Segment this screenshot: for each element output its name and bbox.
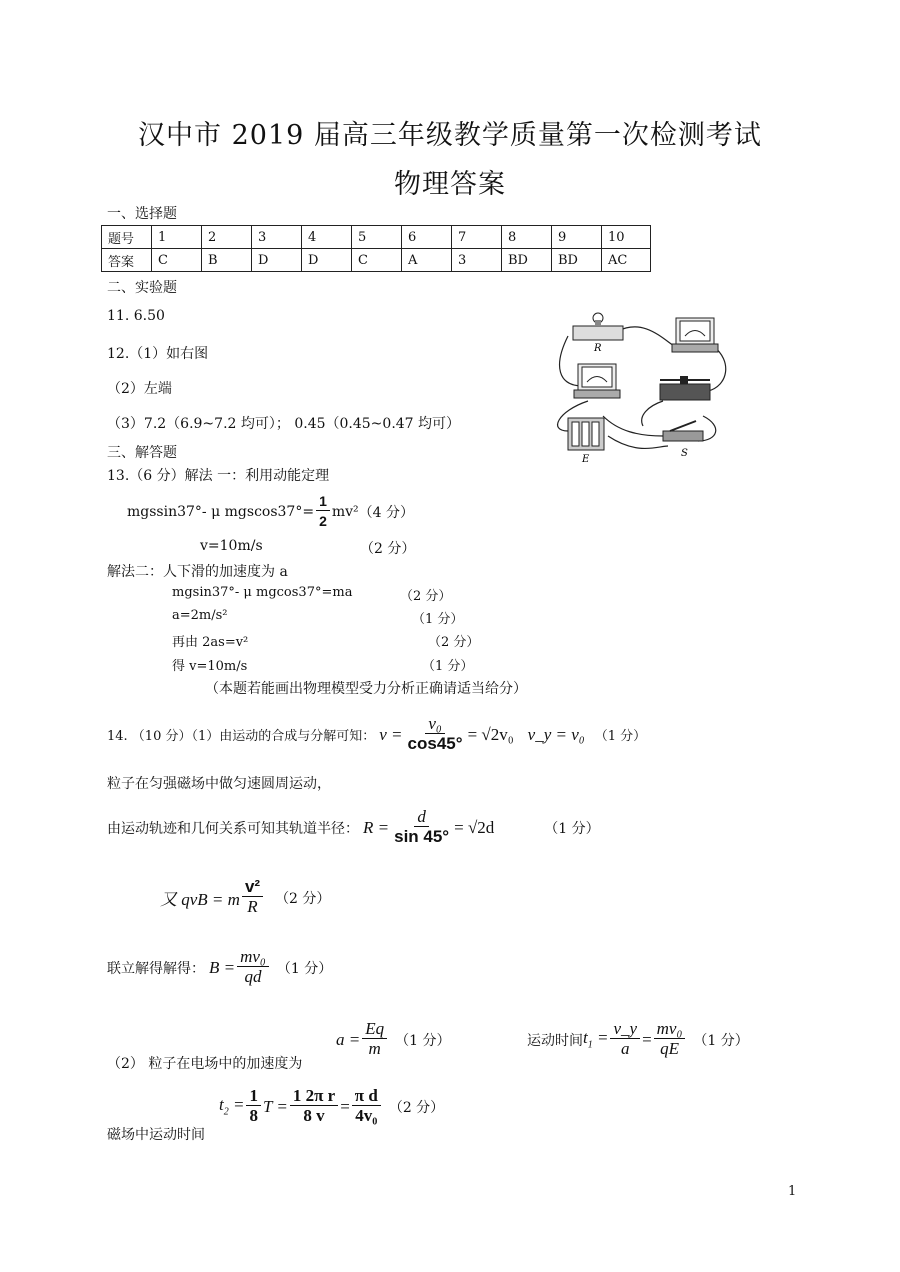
score: （1 分） <box>412 612 464 627</box>
table-row <box>102 226 651 249</box>
table-row <box>102 249 651 272</box>
q14-accel: a = $\frac{Eq}{m}$ （1 分） <box>336 1019 451 1058</box>
q12-part1: 12.（1）如右图 <box>107 346 209 362</box>
q14-part2-label: （2） 粒子在电场中的加速度为 <box>107 1056 303 1072</box>
table-cell: D <box>252 249 302 272</box>
q13-heading: 13.（6 分）解法 一：利用动能定理 <box>107 468 330 484</box>
wire <box>642 401 663 426</box>
q13-result: v=10m/s <box>200 538 263 554</box>
fraction-num: v_y <box>610 1020 640 1039</box>
fraction-num: v₀ <box>425 715 444 734</box>
q12-part2: （2）左端 <box>107 381 172 397</box>
page-subtitle: 物理答案 <box>394 169 506 200</box>
section-heading-experiment: 二、实验题 <box>107 280 177 296</box>
eq-text: mgssin37°- μ mgscos37°= <box>127 503 315 520</box>
fraction-den: sin 45° <box>394 827 450 846</box>
score: （1 分） <box>693 1032 749 1049</box>
table-cell: C <box>152 249 202 272</box>
meter-icon <box>672 318 718 352</box>
fraction-num: Eq <box>362 1020 387 1039</box>
fraction <box>242 878 263 917</box>
table-cell: 1 <box>152 226 202 249</box>
score: （4 分） <box>358 504 415 521</box>
score: （1 分） <box>276 960 333 977</box>
q13-line: mgsin37°- μ mgcos37°=ma <box>172 585 353 600</box>
table-cell: 4 <box>302 226 352 249</box>
score: （1 分） <box>544 820 600 837</box>
section-heading-solutions: 三、解答题 <box>107 445 177 461</box>
switch-component <box>663 421 703 441</box>
table-cell: C <box>352 249 402 272</box>
table-cell: A <box>402 249 452 272</box>
table-cell: 3 <box>252 226 302 249</box>
score: （2 分） <box>400 589 452 604</box>
table-cell: 10 <box>602 226 651 249</box>
math-expr: = √2d <box>454 817 495 837</box>
q14-time2: $t_2$ = $\frac{1}{8}$ T = $\frac{\text{1 2π r}}{8 v}$ = $\frac{\text{π d}}{\text{4v₀}}$ （2 分） <box>219 1086 445 1125</box>
q14-time2-label: 磁场中运动时间 <box>107 1127 205 1143</box>
math-expr: v_y = v₀ <box>527 724 585 744</box>
resistor-component <box>573 313 623 340</box>
battery-component <box>568 418 604 450</box>
q14-text: 联立解得解得： <box>107 960 205 977</box>
q14-force-line <box>160 878 330 917</box>
circuit-figure <box>548 306 730 466</box>
fraction-num: mv₀ <box>237 948 269 967</box>
wire <box>708 346 726 391</box>
fraction-num: 1 <box>316 492 330 511</box>
q14-line: 粒子在匀强磁场中做匀速圆周运动， <box>107 776 331 792</box>
q13-equation-1 <box>127 492 414 531</box>
score: （2 分） <box>388 1099 445 1116</box>
fraction <box>362 1020 387 1059</box>
q13-line: 得 v=10m/s <box>172 659 248 674</box>
fraction-den: qd <box>244 967 262 986</box>
score: （1 分） <box>395 1032 451 1049</box>
score: （1 分） <box>422 659 474 674</box>
q11-answer: 11. 6.50 <box>107 308 165 324</box>
label-r: R <box>594 343 602 354</box>
table-cell: BD <box>502 249 552 272</box>
table-cell: 9 <box>552 226 602 249</box>
fraction-den: cos45° <box>407 734 463 753</box>
fraction-den: 2 <box>319 513 327 529</box>
q14-heading: 14. （10 分）（1）由运动的合成与分解可知： <box>107 729 376 744</box>
score: （2 分） <box>275 890 331 907</box>
table-cell: 5 <box>352 226 402 249</box>
q14-radius-line: 由运动轨迹和几何关系可知其轨道半径： R = $\frac{d}{\sin 45^\circ}$ = √2d （1 分） <box>107 807 600 846</box>
math-expr: 又 qvB = m <box>160 890 240 909</box>
table-cell: 题号 <box>102 226 152 249</box>
fraction-num: π d <box>352 1087 381 1106</box>
score: （1 分） <box>594 729 647 744</box>
table-cell: 8 <box>502 226 552 249</box>
wire <box>603 416 663 436</box>
table-cell: 6 <box>402 226 452 249</box>
table-cell: D <box>302 249 352 272</box>
fraction-den: 8 v <box>303 1106 325 1125</box>
fraction <box>316 492 330 531</box>
q14-part1-line: 14. （10 分）（1）由运动的合成与分解可知： v = $\frac{\text{v₀}}{\cos 45^\circ}$ = √2v₀ v_y = v₀ （1 分） <box>107 714 647 753</box>
fraction <box>391 808 452 847</box>
fraction-den: qE <box>660 1039 679 1058</box>
rheostat-component <box>660 376 710 400</box>
table-cell: 答案 <box>102 249 152 272</box>
q13-line: 再由 2as=v² <box>172 635 249 650</box>
fraction-num: d <box>414 808 429 827</box>
label-e: E <box>582 454 590 465</box>
wire <box>608 436 668 449</box>
q13-method2-heading: 解法二：人下滑的加速度为 a <box>107 564 288 580</box>
q14-text: 运动时间 <box>527 1032 583 1049</box>
table-cell: 2 <box>202 226 252 249</box>
fraction-den: 4v₀ <box>355 1106 378 1125</box>
fraction-den: R <box>247 897 258 916</box>
q14-b-line: 联立解得解得： B = $\frac{\text{mv₀}}{qd}$ （1 分） <box>107 947 333 986</box>
table-cell: 7 <box>452 226 502 249</box>
table-cell: B <box>202 249 252 272</box>
q12-part3: （3）7.2（6.9~7.2 均可）； 0.45（0.45~0.47 均可） <box>107 416 461 432</box>
page-title: 汉中市 2019 届高三年级教学质量第一次检测考试 <box>138 120 762 151</box>
q14-time1: 运动时间 $t_1$ = $\frac{v\_y}{a}$ = $\frac{\text{mv₀}}{qE}$ （1 分） <box>527 1019 749 1058</box>
fraction <box>290 1087 338 1126</box>
score: （2 分） <box>428 635 480 650</box>
eq-text: mv² <box>331 503 359 520</box>
score: （2 分） <box>360 541 416 557</box>
fraction <box>237 948 269 987</box>
fraction <box>654 1020 686 1059</box>
table-cell: 3 <box>452 249 502 272</box>
table-cell: AC <box>602 249 651 272</box>
section-heading-choice: 一、选择题 <box>107 206 177 222</box>
fraction <box>352 1087 381 1126</box>
fraction-den: a <box>621 1039 630 1058</box>
fraction-den: m <box>368 1039 381 1058</box>
label-s: S <box>681 448 688 459</box>
fraction-num: 1 <box>246 1087 261 1106</box>
q14-text: 由运动轨迹和几何关系可知其轨道半径： <box>107 820 359 837</box>
fraction <box>246 1087 261 1126</box>
q13-note: （本题若能画出物理模型受力分析正确请适当给分） <box>205 681 527 697</box>
q13-line: a=2m/s² <box>172 608 228 623</box>
fraction-num: v² <box>242 878 263 897</box>
fraction-num: mv₀ <box>654 1020 686 1039</box>
page-number: 1 <box>788 1184 797 1199</box>
answer-table <box>101 225 651 272</box>
math-expr: = √2v₀ <box>467 724 514 744</box>
table-cell: BD <box>552 249 602 272</box>
fraction-den: 8 <box>249 1106 258 1125</box>
meter-icon <box>574 364 620 398</box>
fraction <box>405 715 466 754</box>
fraction-num: 1 2π r <box>290 1087 338 1106</box>
fraction <box>610 1020 640 1059</box>
